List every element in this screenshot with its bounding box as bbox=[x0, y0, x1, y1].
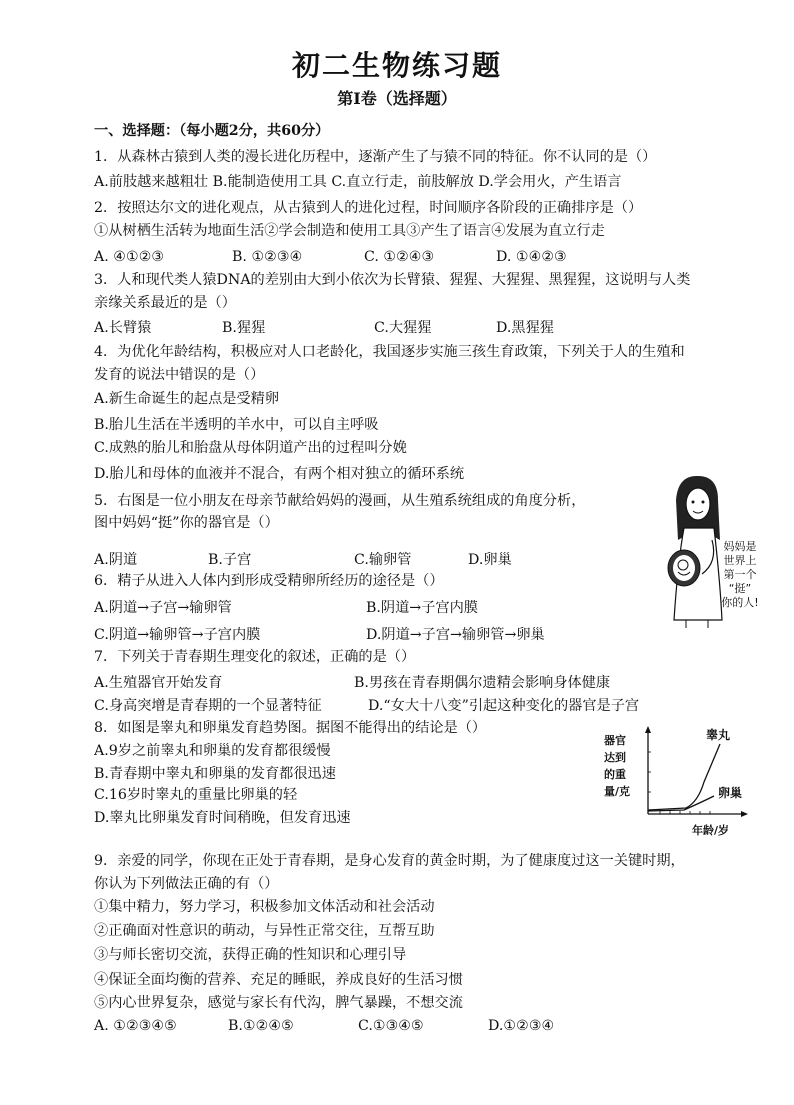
question-3-stem-line1: 3．人和现代类人猿DNA的差别由大到小依次为长臂猿、猩猩、大猩猩、黑猩猩，这说明与人类 bbox=[94, 272, 691, 288]
question-9-item: ⑤内心世界复杂，感觉与家长有代沟，脾气暴躁，不想交流 bbox=[94, 995, 463, 1011]
question-5-stem-line1: 5．右图是一位小朋友在母亲节献给妈妈的漫画，从生殖系统组成的角度分析， bbox=[94, 493, 586, 509]
question-2-items: ①从树栖生活转为地面生活②学会制造和使用工具③产生了语言④发展为直立行走 bbox=[94, 223, 605, 239]
question-4-option-b: B.胎儿生活在半透明的羊水中，可以自主呼吸 bbox=[94, 417, 379, 433]
question-4-stem-line1: 4．为优化年龄结构，积极应对人口老龄化，我国逐步实施三孩生育政策，下列关于人的生殖和 bbox=[94, 344, 685, 360]
question-8-option-b: B.青春期中睾丸和卵巢的发育都很迅速 bbox=[94, 766, 336, 782]
graph-curve-label-ovary: 卵巢 bbox=[718, 786, 743, 800]
question-9-option-c: C.①③④⑤ bbox=[358, 1018, 424, 1034]
question-3-option-b: B.猩猩 bbox=[222, 320, 266, 336]
question-6-option-c: C.阴道→输卵管→子宫内膜 bbox=[94, 627, 261, 643]
question-6-option-a: A.阴道→子宫→输卵管 bbox=[94, 600, 232, 616]
cartoon-caption-line: “挺” bbox=[728, 582, 752, 595]
question-9-option-b: B.①②④⑤ bbox=[228, 1018, 294, 1034]
question-5-option-d: D.卵巢 bbox=[468, 552, 512, 568]
question-6-option-b: B.阴道→子宫内膜 bbox=[366, 600, 478, 616]
question-2-option-c: C. ①②④③ bbox=[364, 249, 435, 265]
question-9-option-a: A. ①②③④⑤ bbox=[94, 1018, 177, 1034]
question-1-stem: 1．从森林古猿到人类的漫长进化历程中，逐渐产生了与猿不同的特征。你不认同的是（） bbox=[94, 149, 657, 165]
question-2-option-a: A. ④①②③ bbox=[94, 249, 165, 265]
question-7-option-b: B.男孩在青春期偶尔遗精会影响身体健康 bbox=[354, 675, 611, 691]
question-9-item: ②正确面对性意识的萌动，与异性正常交往，互帮互助 bbox=[94, 923, 435, 939]
question-9-stem-line1: 9．亲爱的同学，你现在正处于青春期，是身心发育的黄金时期，为了健康度过这一关键时期， bbox=[94, 853, 685, 869]
question-6-option-d: D.阴道→子宫→输卵管→卵巢 bbox=[366, 627, 545, 643]
question-4-option-d: D.胎儿和母体的血液并不混合，有两个相对独立的循环系统 bbox=[94, 466, 465, 482]
question-7-stem: 7．下列关于青春期生理变化的叙述，正确的是（） bbox=[94, 649, 416, 665]
question-1-options: A.前肢越来越粗壮 B.能制造使用工具 C.直立行走，前肢解放 D.学会用火，产生语言 bbox=[94, 174, 622, 190]
question-5-option-c: C.输卵管 bbox=[354, 552, 412, 568]
question-7-option-d: D.“女大十八变”引起这种变化的器官是子宫 bbox=[368, 698, 640, 714]
question-8-stem: 8．如图是睾丸和卵巢发育趋势图。据图不能得出的结论是（） bbox=[94, 720, 487, 736]
question-3-option-c: C.大猩猩 bbox=[374, 320, 432, 336]
question-6-stem: 6．精子从进入人体内到形成受精卵所经历的途径是（） bbox=[94, 573, 444, 589]
question-7-option-a: A.生殖器官开始发育 bbox=[94, 675, 223, 691]
question-5-option-a: A.阴道 bbox=[94, 552, 138, 568]
question-3-option-d: D.黑猩猩 bbox=[496, 320, 554, 336]
question-4-option-c: C.成熟的胎儿和胎盘从母体阴道产出的过程叫分娩 bbox=[94, 440, 407, 456]
question-2-option-b: B. ①②③④ bbox=[232, 249, 303, 265]
cartoon-caption-line: 世界上 bbox=[723, 554, 757, 567]
page-subtitle: 第Ⅰ卷（选择题） bbox=[337, 89, 457, 108]
graph-xlabel: 年龄/岁 bbox=[692, 824, 730, 837]
question-8-option-a: A.9岁之前睾丸和卵巢的发育都很缓慢 bbox=[94, 743, 331, 759]
graph-ylabel-line: 量/克 bbox=[604, 785, 631, 798]
question-9-item: ④保证全面均衡的营养、充足的睡眠，养成良好的生活习惯 bbox=[94, 972, 463, 988]
question-2-option-d: D. ①④②③ bbox=[496, 249, 567, 265]
question-3-option-a: A.长臂猿 bbox=[94, 320, 152, 336]
testis-ovary-growth-graph bbox=[604, 722, 749, 840]
question-5-option-b: B.子宫 bbox=[208, 552, 252, 568]
graph-curve-label-testis: 睾丸 bbox=[706, 728, 731, 742]
page-title: 初二生物练习题 bbox=[291, 49, 502, 82]
question-9-item: ③与师长密切交流，获得正确的性知识和心理引导 bbox=[94, 947, 407, 963]
question-4-stem-line2: 发育的说法中错误的是（） bbox=[94, 367, 265, 383]
question-8-option-d: D.睾丸比卵巢发育时间稍晚，但发育迅速 bbox=[94, 810, 351, 826]
question-3-stem-line2: 亲缘关系最近的是（） bbox=[94, 295, 236, 311]
cartoon-caption-line: 第一个 bbox=[723, 568, 757, 581]
graph-ylabel-line: 达到 bbox=[604, 751, 626, 764]
question-5-stem-line2: 图中妈妈“挺”你的器官是（） bbox=[94, 515, 279, 531]
question-2-stem: 2．按照达尔文的进化观点，从古猿到人的进化过程，时间顺序各阶段的正确排序是（） bbox=[94, 200, 643, 216]
graph-ylabel-line: 的重 bbox=[604, 768, 626, 781]
question-9-option-d: D.①②③④ bbox=[488, 1018, 555, 1034]
cartoon-caption bbox=[710, 540, 770, 610]
section-heading: 一、选择题：（每小题2分，共60分） bbox=[94, 123, 330, 139]
question-9-stem-line2: 你认为下列做法正确的有（） bbox=[94, 876, 279, 892]
question-4-option-a: A.新生命诞生的起点是受精卵 bbox=[94, 391, 280, 407]
question-9-item: ①集中精力，努力学习，积极参加文体活动和社会活动 bbox=[94, 899, 435, 915]
cartoon-caption-line: 妈妈是 bbox=[723, 540, 757, 553]
graph-ylabel-line: 器官 bbox=[604, 734, 626, 747]
question-8-option-c: C.16岁时睾丸的重量比卵巢的轻 bbox=[94, 787, 298, 803]
cartoon-caption-line: 你的人! bbox=[721, 596, 759, 609]
question-7-option-c: C.身高突增是青春期的一个显著特征 bbox=[94, 698, 322, 714]
